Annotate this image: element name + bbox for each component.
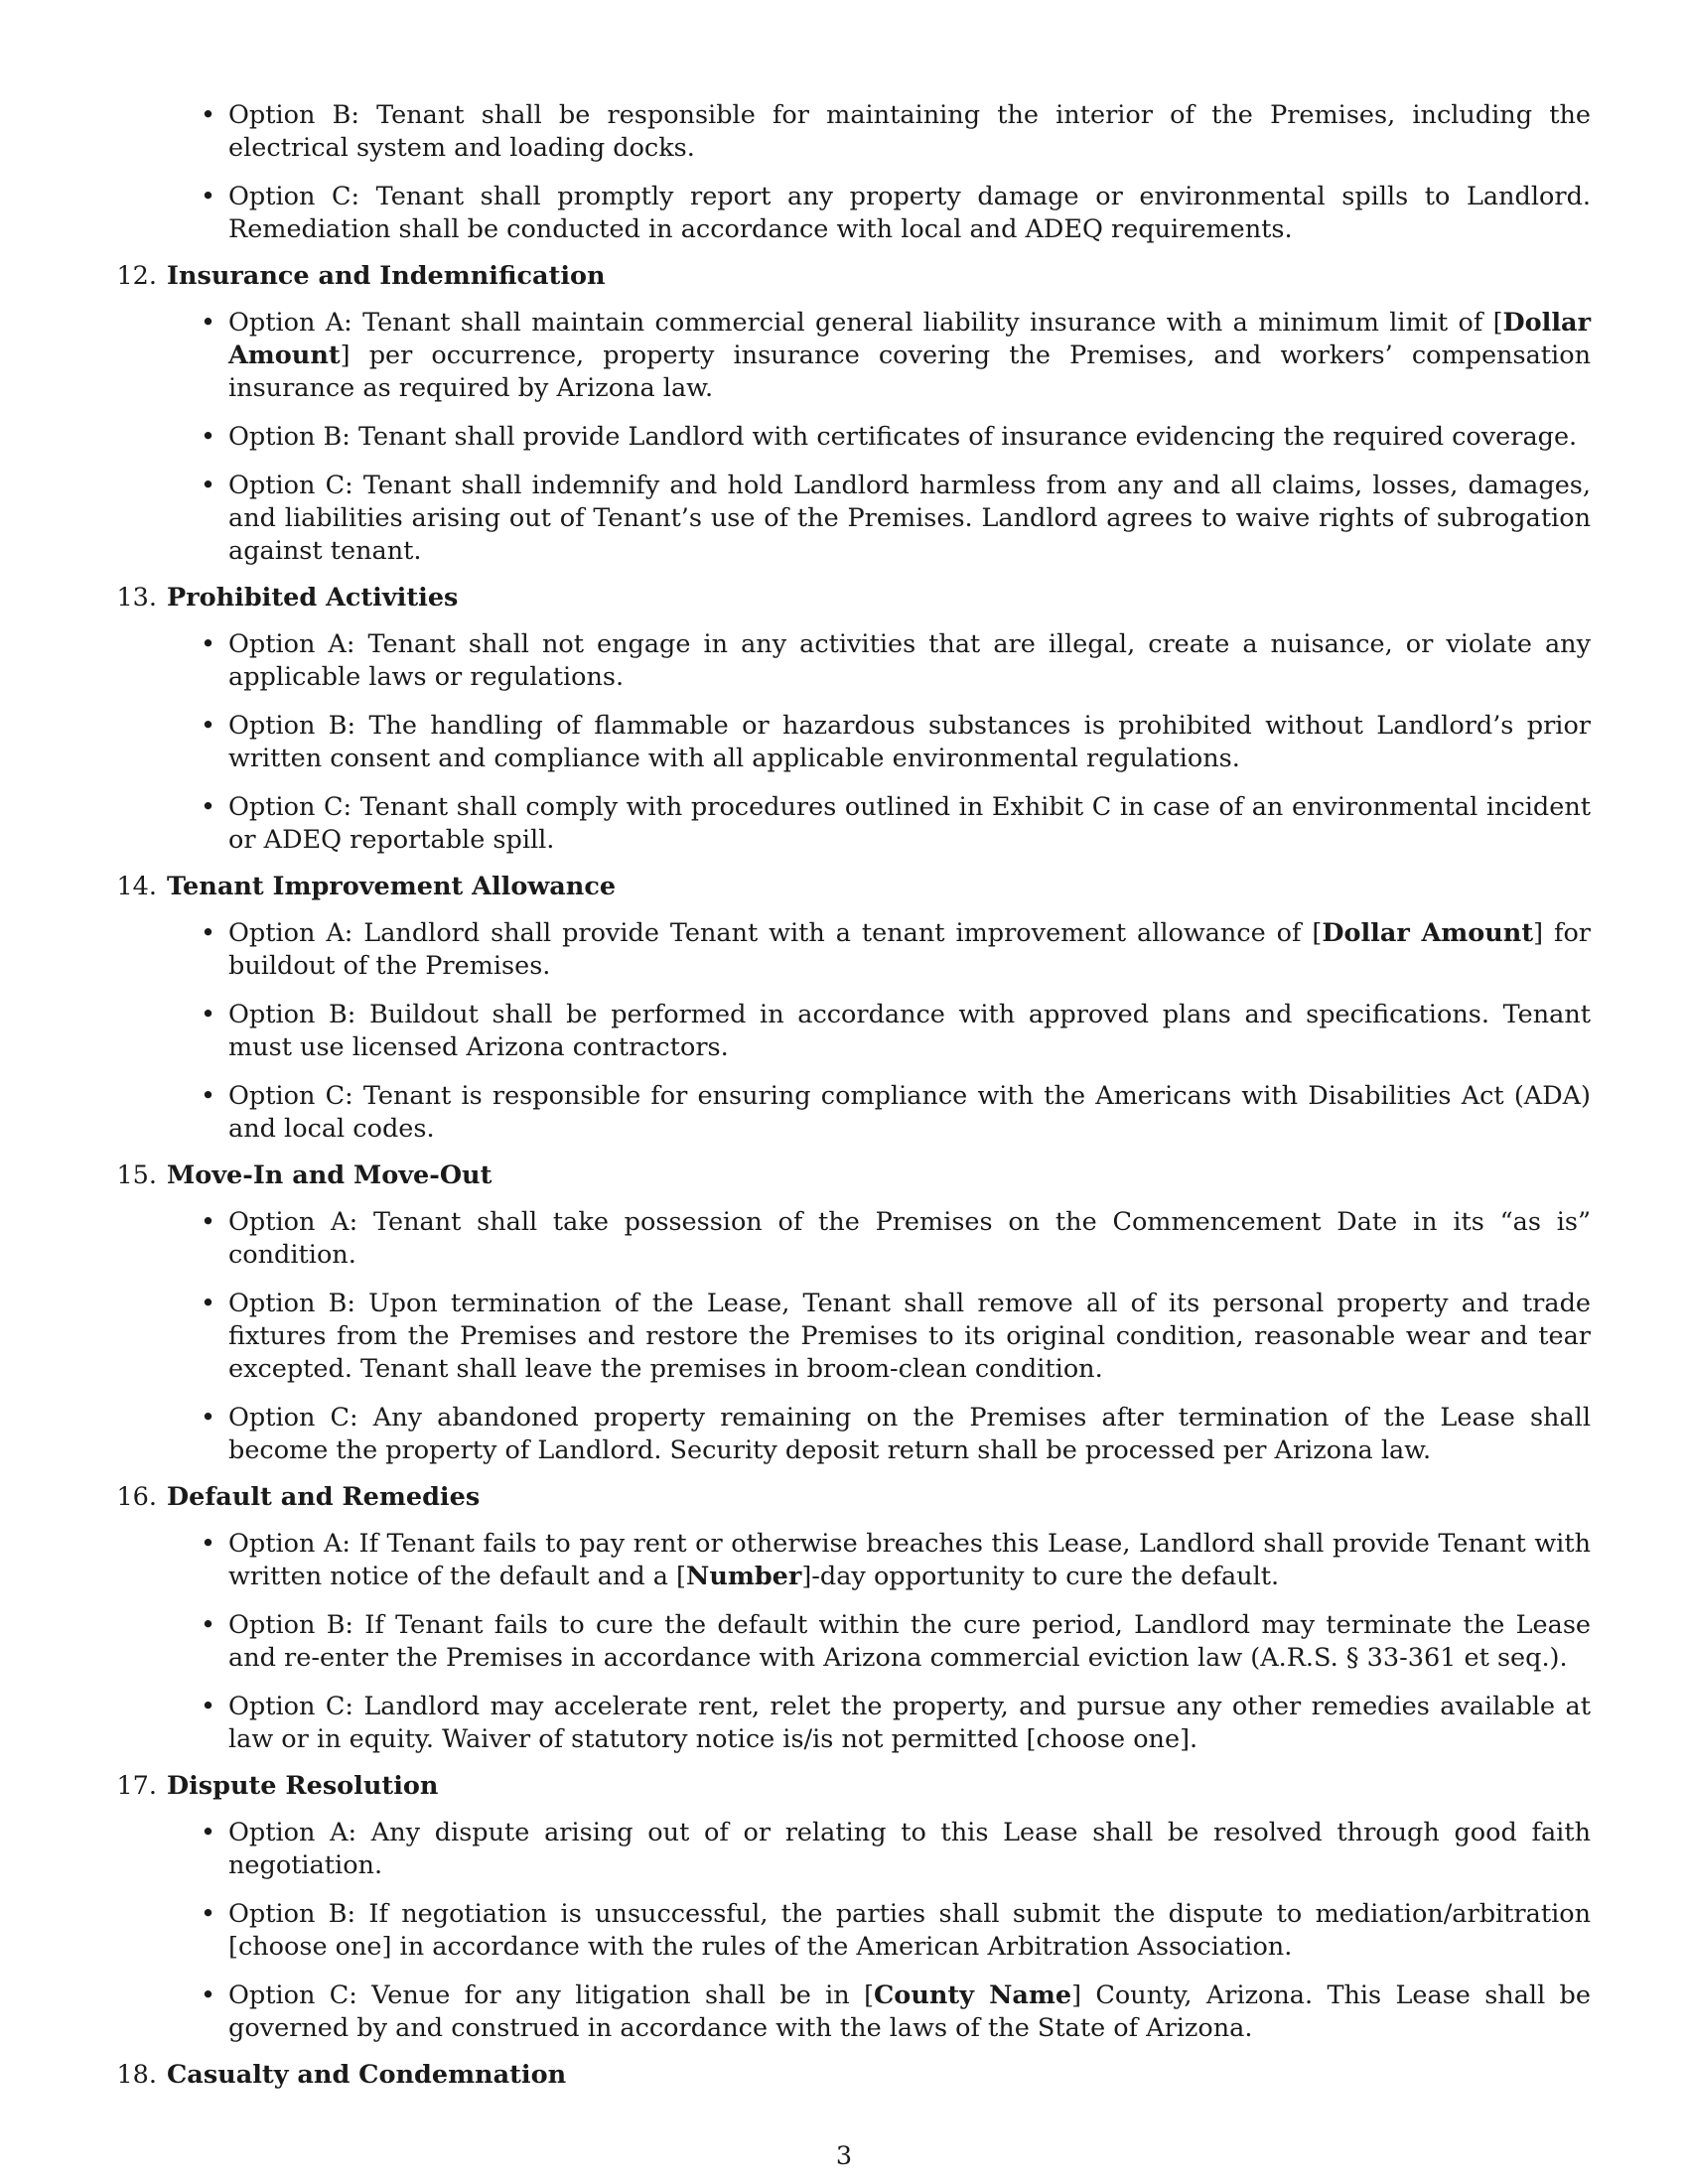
option-text: Option B: Tenant shall provide Landlord with certificates of insurance evidencing the required coverage. xyxy=(228,422,1578,452)
bullet-icon: • xyxy=(201,100,216,130)
section-title: Move-In and Move-Out xyxy=(167,1160,492,1190)
option-text: ] for buildout of the Premises. xyxy=(228,918,1591,981)
section-number: 13. xyxy=(116,583,157,613)
section-title: Insurance and Indemnification xyxy=(167,261,606,291)
option-list xyxy=(111,1817,1591,2045)
option-item xyxy=(111,791,1591,857)
placeholder-field: Dollar Amount xyxy=(1322,918,1534,948)
option-text: Option C: Landlord may accelerate rent, relet the property, and pursue any other remedies available at law or in equity. Waiver of statutory notice is/is not permitted [choose one]. xyxy=(228,1692,1591,1754)
option-text: Option B: Tenant shall be responsible for maintaining the interior of the Premises, including the electrical system and loading docks. xyxy=(228,100,1591,163)
option-text: Option B: Buildout shall be performed in accordance with approved plans and specifications. Tenant must use licensed Arizona contractors. xyxy=(228,1000,1591,1062)
option-text: Option C: Tenant is responsible for ensuring compliance with the Americans with Disabilities Act (ADA) and local codes. xyxy=(228,1081,1591,1144)
bullet-icon: • xyxy=(201,422,216,452)
option-text: ] per occurrence, property insurance covering the Premises, and workers’ compensation insurance as required by Arizona law. xyxy=(228,341,1591,403)
option-list xyxy=(111,1528,1591,1756)
option-item xyxy=(111,470,1591,568)
option-item xyxy=(111,917,1591,983)
section-number: 18. xyxy=(116,2060,157,2090)
option-list xyxy=(111,1206,1591,1467)
option-text: ]-day opportunity to cure the default. xyxy=(801,1562,1280,1591)
bullet-icon: • xyxy=(201,1980,216,2010)
option-list xyxy=(111,628,1591,857)
option-item xyxy=(111,1898,1591,1964)
section-title: Dispute Resolution xyxy=(167,1771,439,1801)
option-text: Option A: Tenant shall maintain commercial general liability insurance with a minimum limit of [ xyxy=(228,308,1503,338)
option-item xyxy=(111,307,1591,405)
option-item xyxy=(111,1080,1591,1146)
option-text: Option B: If negotiation is unsuccessful, the parties shall submit the dispute to mediation/arbitration [choose one] in accordance with the rules of the American Arbitration Association. xyxy=(228,1899,1591,1962)
section-number: 14. xyxy=(116,872,157,901)
section-number: 12. xyxy=(116,261,157,291)
bullet-icon: • xyxy=(201,1403,216,1433)
section-16 xyxy=(111,1481,1591,1756)
section-heading xyxy=(111,582,1591,614)
bullet-icon: • xyxy=(201,918,216,948)
option-text: Option A: Tenant shall take possession of the Premises on the Commencement Date in its “as is” condition. xyxy=(228,1207,1591,1270)
option-item xyxy=(111,1609,1591,1675)
option-text: Option C: Venue for any litigation shall be in [ xyxy=(228,1980,875,2010)
option-item xyxy=(111,181,1591,246)
bullet-icon: • xyxy=(201,1000,216,1029)
option-item xyxy=(111,1979,1591,2045)
bullet-icon: • xyxy=(201,711,216,741)
bullet-icon: • xyxy=(201,1207,216,1237)
option-item xyxy=(111,1528,1591,1593)
bullet-icon: • xyxy=(201,471,216,500)
option-item xyxy=(111,628,1591,694)
option-item xyxy=(111,1288,1591,1386)
section-heading xyxy=(111,1481,1591,1514)
bullet-icon: • xyxy=(201,1818,216,1847)
bullet-icon: • xyxy=(201,1529,216,1559)
option-text: Option B: Upon termination of the Lease, Tenant shall remove all of its personal property and trade fixtures from the Premises and restore the Premises to its original condition, reasonable wear and tear excepted. Tenant shall leave the premises in broom-clean condition. xyxy=(228,1289,1591,1384)
section-12 xyxy=(111,260,1591,568)
bullet-icon: • xyxy=(201,1081,216,1111)
section-17 xyxy=(111,1770,1591,2045)
option-text: Option B: If Tenant fails to cure the default within the cure period, Landlord may terminate the Lease and re-enter the Premises in accordance with Arizona commercial eviction law (A.R.S. § 33-361 et seq.). xyxy=(228,1610,1591,1673)
document-body xyxy=(111,99,1591,2106)
section-13 xyxy=(111,582,1591,857)
option-text: Option C: Any abandoned property remaining on the Premises after termination of the Lease shall become the property of Landlord. Security deposit return shall be processed per Arizona law. xyxy=(228,1403,1591,1465)
option-item xyxy=(111,1206,1591,1272)
bullet-icon: • xyxy=(201,1899,216,1929)
option-item xyxy=(111,1691,1591,1756)
section-number: 15. xyxy=(116,1160,157,1190)
option-text: Option C: Tenant shall indemnify and hold Landlord harmless from any and all claims, losses, damages, and liabilities arising out of Tenant’s use of the Premises. Landlord agrees to waive rights of subrogation against tenant. xyxy=(228,471,1591,566)
bullet-icon: • xyxy=(201,182,216,211)
bullet-icon: • xyxy=(201,792,216,822)
section-heading xyxy=(111,871,1591,903)
option-list xyxy=(111,99,1591,246)
bullet-icon: • xyxy=(201,629,216,659)
option-item xyxy=(111,99,1591,165)
section-heading xyxy=(111,1160,1591,1192)
section-title: Prohibited Activities xyxy=(167,583,459,613)
option-item xyxy=(111,421,1591,454)
section-heading xyxy=(111,1770,1591,1803)
bullet-icon: • xyxy=(201,1289,216,1318)
option-item xyxy=(111,710,1591,775)
page-number: 3 xyxy=(835,2141,853,2171)
option-text: Option A: Tenant shall not engage in any activities that are illegal, create a nuisance, or violate any applicable laws or regulations. xyxy=(228,629,1591,692)
bullet-icon: • xyxy=(201,308,216,338)
continued-options xyxy=(111,99,1591,246)
section-number: 16. xyxy=(116,1482,157,1512)
section-title: Default and Remedies xyxy=(167,1482,481,1512)
option-item xyxy=(111,1402,1591,1467)
section-15 xyxy=(111,1160,1591,1467)
option-text: Option B: The handling of flammable or hazardous substances is prohibited without Landlord’s prior written consent and compliance with all applicable environmental regulations. xyxy=(228,711,1591,773)
placeholder-field: County Name xyxy=(874,1980,1072,2010)
section-heading xyxy=(111,2059,1591,2092)
option-text: Option C: Tenant shall promptly report any property damage or environmental spills to Landlord. Remediation shall be conducted in accordance with local and ADEQ requirements. xyxy=(228,182,1591,244)
option-text: Option A: Any dispute arising out of or relating to this Lease shall be resolved through good faith negotiation. xyxy=(228,1818,1591,1880)
section-18 xyxy=(111,2059,1591,2092)
option-text: Option C: Tenant shall comply with procedures outlined in Exhibit C in case of an environmental incident or ADEQ reportable spill. xyxy=(228,792,1591,855)
option-item xyxy=(111,999,1591,1064)
section-14 xyxy=(111,871,1591,1146)
bullet-icon: • xyxy=(201,1692,216,1721)
option-text: Option A: If Tenant fails to pay rent or otherwise breaches this Lease, Landlord shall provide Tenant with written notice of the default and a [ xyxy=(228,1529,1591,1591)
placeholder-field: Dollar Amount xyxy=(228,308,1591,370)
bullet-icon: • xyxy=(201,1610,216,1640)
option-item xyxy=(111,1817,1591,1882)
option-text: Option A: Landlord shall provide Tenant with a tenant improvement allowance of [ xyxy=(228,918,1323,948)
section-title: Tenant Improvement Allowance xyxy=(167,872,617,901)
option-text: ] County, Arizona. This Lease shall be governed by and construed in accordance with the laws of the State of Arizona. xyxy=(228,1980,1591,2043)
option-list xyxy=(111,917,1591,1146)
section-number: 17. xyxy=(116,1771,157,1801)
placeholder-field: Number xyxy=(686,1562,802,1591)
option-list xyxy=(111,307,1591,568)
section-title: Casualty and Condemnation xyxy=(167,2060,567,2090)
section-heading xyxy=(111,260,1591,293)
